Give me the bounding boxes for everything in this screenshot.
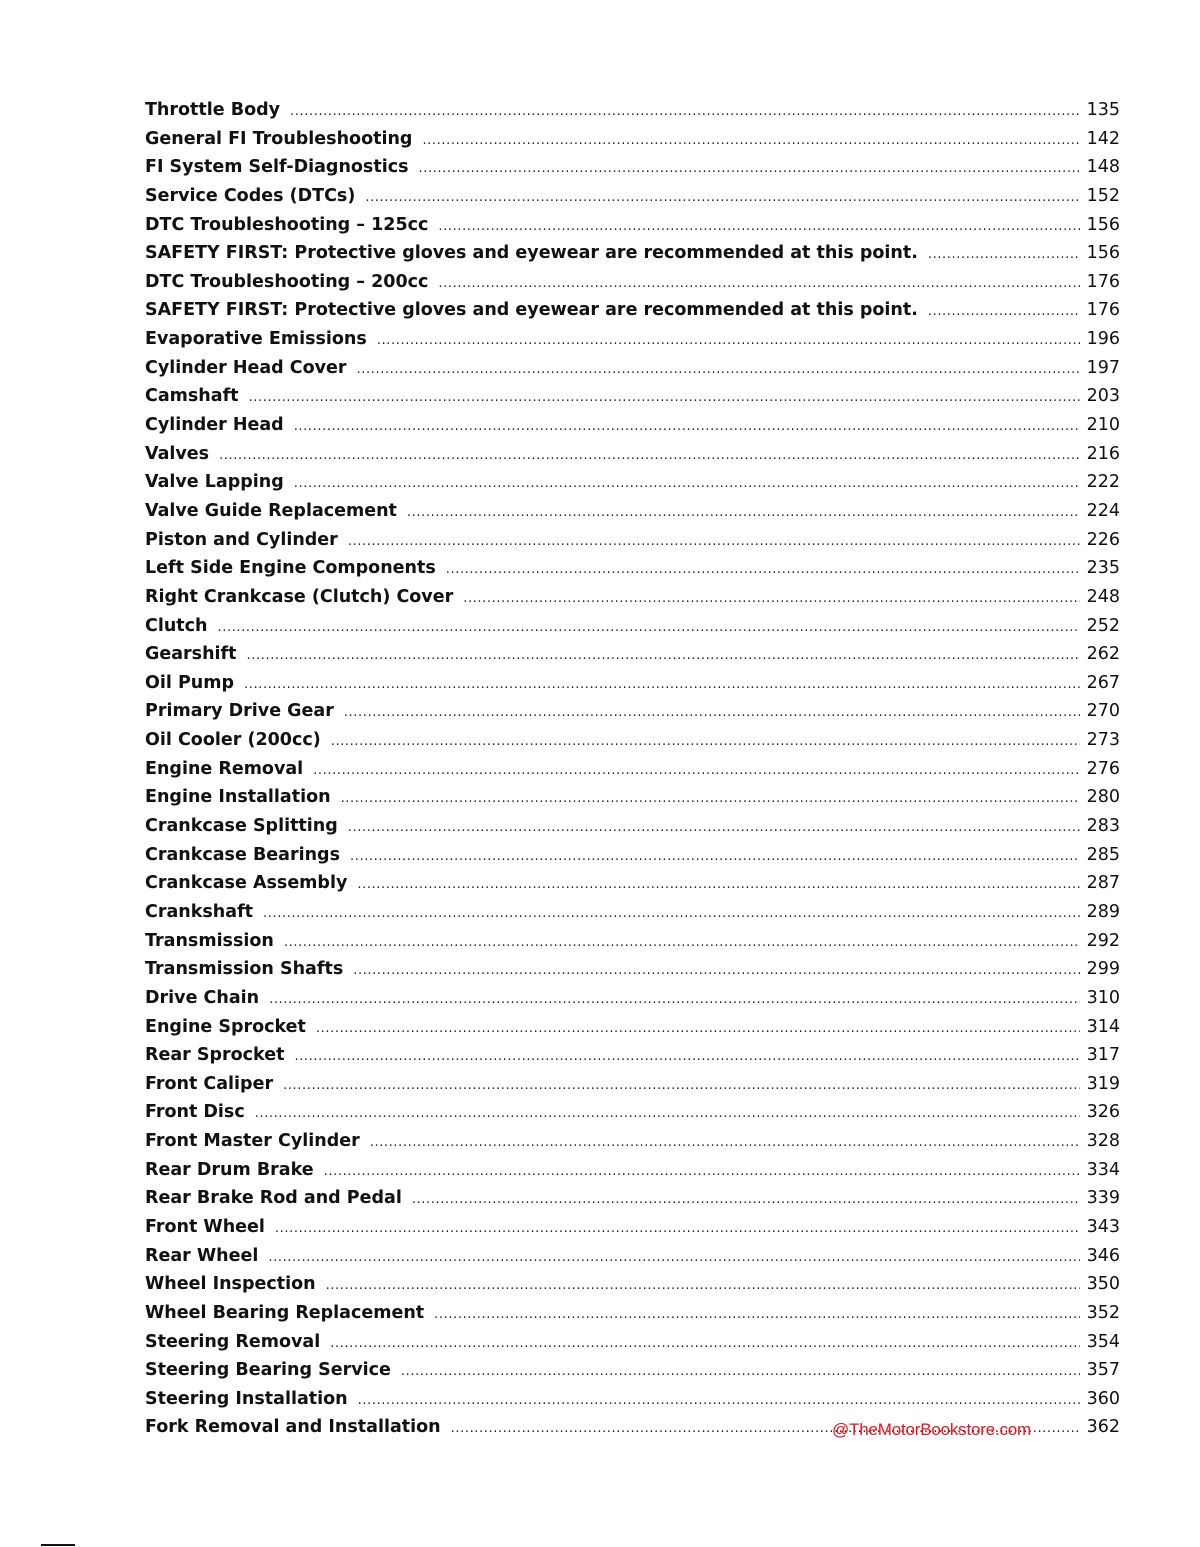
dot-leader (269, 986, 1080, 1015)
dot-leader (284, 929, 1080, 958)
toc-entry[interactable] (145, 1385, 1120, 1414)
toc-entry-page: 152 (1086, 185, 1120, 206)
toc-entry-title: Clutch (145, 615, 208, 636)
toc-entry-title: Piston and Cylinder (145, 529, 338, 550)
toc-entry-page: 148 (1086, 157, 1120, 178)
toc-entry-title: FI System Self-Diagnostics (145, 157, 409, 178)
toc-entry-title: Fork Removal and Installation (145, 1417, 441, 1438)
dot-leader (357, 356, 1080, 385)
toc-entry-title: Service Codes (DTCs) (145, 185, 356, 206)
toc-entry-page: 224 (1086, 500, 1120, 521)
toc-entry[interactable] (145, 1156, 1120, 1185)
toc-entry[interactable] (145, 697, 1120, 726)
toc-entry-page: 360 (1086, 1388, 1120, 1409)
toc-entry-page: 197 (1086, 357, 1120, 378)
toc-entry-page: 287 (1086, 873, 1120, 894)
toc-entry-page: 319 (1086, 1073, 1120, 1094)
dot-leader (348, 528, 1080, 557)
toc-entry-page: 280 (1086, 787, 1120, 808)
toc-entry-page: 176 (1086, 271, 1120, 292)
toc-entry-title: Rear Wheel (145, 1245, 259, 1266)
toc-entry-title: Throttle Body (145, 100, 281, 120)
toc-entry-page: 310 (1086, 987, 1120, 1008)
dot-leader (928, 298, 1080, 327)
toc-entry-page: 292 (1086, 930, 1120, 951)
toc-entry-page: 252 (1086, 615, 1120, 636)
toc-entry-title: Steering Removal (145, 1331, 321, 1352)
toc-entry-title: Front Caliper (145, 1073, 274, 1094)
toc-entry-page: 314 (1086, 1016, 1120, 1037)
toc-entry[interactable] (145, 1041, 1120, 1070)
dot-leader (268, 1244, 1080, 1273)
toc-entry-title: Steering Bearing Service (145, 1360, 391, 1381)
toc-entry-page: 339 (1086, 1188, 1120, 1209)
toc-entry-title: Camshaft (145, 386, 239, 407)
toc-entry-title: Cylinder Head (145, 415, 284, 436)
toc-entry[interactable] (145, 440, 1120, 469)
toc-entry[interactable] (145, 468, 1120, 497)
dot-leader (350, 843, 1080, 872)
dot-leader (275, 1215, 1080, 1244)
toc-entry[interactable] (145, 755, 1120, 784)
toc-entry-page: 235 (1086, 558, 1120, 579)
toc-entry-page: 216 (1086, 443, 1120, 464)
toc-entry[interactable] (145, 296, 1120, 325)
toc-entry-page: 357 (1086, 1360, 1120, 1381)
toc-entry-page: 334 (1086, 1159, 1120, 1180)
toc-entry[interactable] (145, 382, 1120, 411)
dot-leader (446, 556, 1080, 585)
dot-leader (407, 499, 1080, 528)
toc-entry-title: Primary Drive Gear (145, 701, 334, 722)
toc-entry-page: 346 (1086, 1245, 1120, 1266)
dot-leader (294, 470, 1080, 499)
toc-entry-title: Front Disc (145, 1102, 245, 1123)
toc-entry-title: Steering Installation (145, 1388, 348, 1409)
toc-entry[interactable] (145, 1270, 1120, 1299)
toc-entry-page: 276 (1086, 758, 1120, 779)
toc-entry-page: 270 (1086, 701, 1120, 722)
toc-entry[interactable] (145, 125, 1120, 154)
toc-entry-title: Left Side Engine Components (145, 558, 436, 579)
toc-entry-page: 328 (1086, 1131, 1120, 1152)
dot-leader (353, 957, 1080, 986)
toc-entry-title: Transmission Shafts (145, 959, 344, 980)
toc-entry[interactable] (145, 1070, 1120, 1099)
toc-entry-title: Crankcase Splitting (145, 816, 338, 837)
toc-entry-title: Crankshaft (145, 901, 254, 922)
dot-leader (377, 327, 1080, 356)
toc-entry-title: Evaporative Emissions (145, 329, 367, 350)
toc-entry[interactable] (145, 1299, 1120, 1328)
toc-entry-title: Front Master Cylinder (145, 1131, 360, 1152)
dot-leader (313, 757, 1080, 786)
dot-leader (463, 585, 1080, 614)
dot-leader (326, 1272, 1080, 1301)
dot-leader (412, 1186, 1080, 1215)
toc-entry-title: Valve Guide Replacement (145, 500, 397, 521)
toc-entry[interactable] (145, 1127, 1120, 1156)
dot-leader (294, 1043, 1080, 1072)
dot-leader (263, 900, 1080, 929)
toc-entry-title: Engine Removal (145, 758, 304, 779)
dot-leader (348, 814, 1080, 843)
toc-entry[interactable] (145, 96, 1120, 125)
dot-leader (331, 728, 1080, 757)
toc-entry-title: Valve Lapping (145, 472, 284, 493)
toc-entry-title: Valves (145, 443, 210, 464)
toc-entry-title: Crankcase Bearings (145, 844, 340, 865)
toc-entry[interactable] (145, 984, 1120, 1013)
toc-entry-page: 156 (1086, 214, 1120, 235)
toc-entry-page: 283 (1086, 816, 1120, 837)
toc-entry-page: 350 (1086, 1274, 1120, 1295)
toc-entry[interactable] (145, 1242, 1120, 1271)
dot-leader (218, 614, 1081, 643)
toc-entry-title: Oil Pump (145, 672, 235, 693)
toc-entry[interactable] (145, 211, 1120, 240)
toc-entry-page: 196 (1086, 329, 1120, 350)
toc-entry-page: 222 (1086, 472, 1120, 493)
dot-leader (341, 785, 1080, 814)
dot-leader (330, 1330, 1080, 1359)
toc-entry-page: 354 (1086, 1331, 1120, 1352)
dot-leader (294, 413, 1080, 442)
toc-entry-page: 289 (1086, 901, 1120, 922)
dot-leader (249, 384, 1080, 413)
toc-entry[interactable] (145, 182, 1120, 211)
toc-entry-page: 176 (1086, 300, 1120, 321)
toc-entry[interactable] (145, 669, 1120, 698)
toc-entry[interactable] (145, 526, 1120, 555)
toc-entry[interactable] (145, 1213, 1120, 1242)
toc-entry-page: 248 (1086, 586, 1120, 607)
dot-leader (244, 671, 1080, 700)
toc-entry[interactable] (145, 726, 1120, 755)
toc-entry-page: 352 (1086, 1302, 1120, 1323)
toc-entry[interactable] (145, 1013, 1120, 1042)
dot-leader (422, 127, 1080, 156)
toc-entry-title: Wheel Inspection (145, 1274, 316, 1295)
toc-entry[interactable] (145, 841, 1120, 870)
toc-entry-page: 156 (1086, 243, 1120, 264)
toc-entry[interactable] (145, 268, 1120, 297)
toc-entry-page: 135 (1086, 100, 1120, 120)
dot-leader (219, 442, 1080, 471)
toc-entry-page: 299 (1086, 959, 1120, 980)
dot-leader (255, 1100, 1080, 1129)
toc-entry-title: Engine Installation (145, 787, 331, 808)
toc-entry-title: Drive Chain (145, 987, 260, 1008)
toc-entry-title: Transmission (145, 930, 274, 951)
toc-entry-page: 317 (1086, 1045, 1120, 1066)
toc-entry-page: 343 (1086, 1216, 1120, 1237)
dot-leader (365, 184, 1080, 213)
toc-entry-page: 326 (1086, 1102, 1120, 1123)
toc-entry[interactable] (145, 239, 1120, 268)
toc-entry[interactable] (145, 612, 1120, 641)
toc-entry-title: SAFETY FIRST: Protective gloves and eyewear are recommended at this point. (145, 300, 918, 321)
toc-entry[interactable] (145, 1328, 1120, 1357)
toc-entry-page: 285 (1086, 844, 1120, 865)
toc-entry-title: Rear Brake Rod and Pedal (145, 1188, 402, 1209)
toc-entry[interactable] (145, 869, 1120, 898)
toc-entry[interactable] (145, 927, 1120, 956)
toc-entry-title: Right Crankcase (Clutch) Cover (145, 586, 454, 607)
toc-entry-page: 210 (1086, 415, 1120, 436)
toc-entry[interactable] (145, 411, 1120, 440)
toc-entry-page: 362 (1086, 1417, 1120, 1438)
toc-entry[interactable] (145, 354, 1120, 383)
toc-entry-page: 262 (1086, 644, 1120, 665)
footer-rule (41, 1544, 75, 1546)
dot-leader (438, 270, 1080, 299)
toc-entry-title: Cylinder Head Cover (145, 357, 347, 378)
dot-leader (419, 155, 1081, 184)
toc-entry[interactable] (145, 955, 1120, 984)
toc-entry[interactable] (145, 1184, 1120, 1213)
toc-entry[interactable] (145, 583, 1120, 612)
toc-entry[interactable] (145, 153, 1120, 182)
toc-entry-title: General FI Troubleshooting (145, 128, 413, 149)
toc-entry-title: SAFETY FIRST: Protective gloves and eyewear are recommended at this point. (145, 243, 918, 264)
toc-entry[interactable] (145, 497, 1120, 526)
dot-leader (370, 1129, 1080, 1158)
toc-entry[interactable] (145, 1098, 1120, 1127)
toc-entry[interactable] (145, 898, 1120, 927)
dot-leader (928, 241, 1080, 270)
toc-entry-title: Crankcase Assembly (145, 873, 348, 894)
toc-entry-title: Rear Sprocket (145, 1045, 285, 1066)
toc-entry-title: Engine Sprocket (145, 1016, 306, 1037)
toc-entry-title: DTC Troubleshooting – 200cc (145, 271, 429, 292)
toc-entry-title: Gearshift (145, 644, 237, 665)
watermark: @TheMotorBookstore.com (832, 1420, 1031, 1439)
toc-entry-title: Wheel Bearing Replacement (145, 1302, 425, 1323)
toc-entry-page: 142 (1086, 128, 1120, 149)
dot-leader (344, 699, 1080, 728)
dot-leader (401, 1358, 1080, 1387)
dot-leader (358, 1387, 1080, 1416)
toc-entry-page: 203 (1086, 386, 1120, 407)
toc-entry-title: DTC Troubleshooting – 125cc (145, 214, 429, 235)
toc-entry[interactable] (145, 325, 1120, 354)
toc-entry[interactable] (145, 640, 1120, 669)
dot-leader (290, 98, 1080, 127)
dot-leader (316, 1015, 1080, 1044)
toc-entry[interactable] (145, 783, 1120, 812)
dot-leader (247, 642, 1080, 671)
toc-entry-page: 226 (1086, 529, 1120, 550)
dot-leader (438, 213, 1080, 242)
table-of-contents (145, 96, 1120, 1442)
toc-entry-title: Oil Cooler (200cc) (145, 730, 321, 751)
dot-leader (324, 1158, 1080, 1187)
dot-leader (357, 871, 1080, 900)
dot-leader (434, 1301, 1080, 1330)
dot-leader (283, 1072, 1080, 1101)
toc-entry-title: Rear Drum Brake (145, 1159, 314, 1180)
toc-entry[interactable] (145, 1356, 1120, 1385)
toc-entry[interactable] (145, 554, 1120, 583)
toc-entry-title: Front Wheel (145, 1216, 265, 1237)
toc-entry[interactable] (145, 812, 1120, 841)
toc-entry-page: 267 (1086, 672, 1120, 693)
toc-entry-page: 273 (1086, 730, 1120, 751)
